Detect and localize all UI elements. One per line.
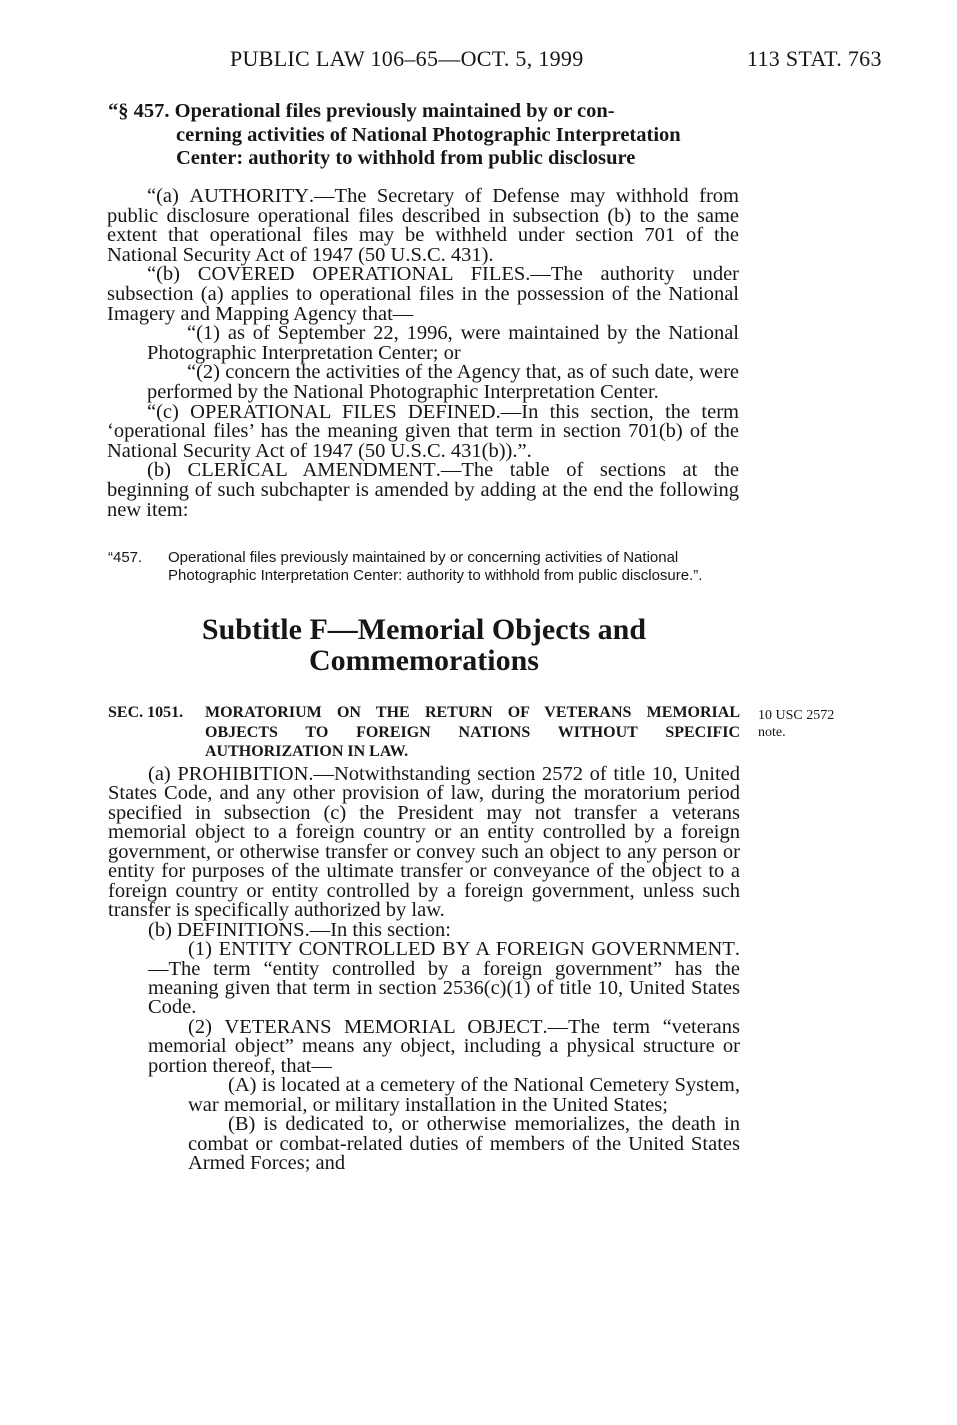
section-457-heading <box>108 100 741 171</box>
subtitle-line-2: Commemorations <box>309 644 539 677</box>
page-number: 113 STAT. 763 <box>747 46 882 71</box>
sec1051-paragraph-b1: (1) ENTITY CONTROLLED BY A FOREIGN GOVERNMENT.—The term “entity controlled by a foreign government” has the meaning given that term in section 2536(c)(1) of title 10, United States Code. <box>148 938 740 1019</box>
clerical-amendment: (b) CLERICAL AMENDMENT.—The table of sections at the beginning of such subchapter is amended by adding at the end the following new item: <box>107 459 739 521</box>
margin-note <box>758 707 868 741</box>
sec1051-subsection-b: (b) DEFINITIONS.—In this section: <box>148 918 451 941</box>
sec1051-subsection-a: (a) PROHIBITION.—Notwithstanding section 2572 of title 10, United States Code, and any other provision of law, during the moratorium period specified in subsection (c) the President may not transfer a veterans memorial object to a foreign country or an entity controlled by a foreign government, or otherwise transfer or convey such an object to any person or entity for purposes of the ultimate transfer or conveyance of the object to a foreign country or entity controlled by a foreign government, unless such transfer is specifically authorized by law. <box>108 763 740 922</box>
paragraph-b2: “(2) concern the activities of the Agency that, as of such date, were performed by the National Photographic Interpretation Center. <box>147 361 739 403</box>
sec1051-paragraph-b2: (2) VETERANS MEMORIAL OBJECT.—The term “veterans memorial object” means any object, including a physical structure or portion thereof, that— <box>148 1015 741 1077</box>
section-457-heading-first-line: “§ 457. Operational files previously maintained by or con- <box>108 100 615 122</box>
sec1051-paragraph-b2-label: VETERANS MEMORIAL OBJECT <box>224 1015 543 1038</box>
section-1051-label: SEC. 1051. <box>108 704 184 721</box>
sec1051-subparagraph-b: (B) is dedicated to, or otherwise memorializes, the death in combat or combat-related duties of members of the United States Armed Forces; and <box>188 1113 740 1175</box>
subsection-c-text: In this section, the term ‘operational files’ has the meaning given that term in section 701(b) of the National Security Act of 1947 (50 U.S.C. 431(b)).”. <box>107 400 739 462</box>
running-header-title: PUBLIC LAW 106–65—OCT. 5, 1999 <box>230 46 584 71</box>
subsection-a: “(a) AUTHORITY.—The Secretary of Defense may withhold from public disclosure operational files described in subsection (b) to the same extent that operational files may be withheld under section 701 of the National Security Act of 1947 (50 U.S.C. 431). <box>107 185 739 266</box>
subtitle-heading <box>108 614 740 676</box>
subsection-b-label: COVERED OPERATIONAL FILES <box>197 263 526 286</box>
clerical-amendment-text: The table of sections at the beginning of such subchapter is amended by adding at the end the following new item: <box>107 459 739 521</box>
paragraph-b1: “(1) as of September 22, 1996, were maintained by the National Photographic Interpretation Center; or <box>147 322 739 364</box>
section-1051-body <box>108 765 740 1174</box>
subsection-a-label: AUTHORITY <box>189 185 309 207</box>
sec1051-paragraph-b1-text: The term “entity controlled by a foreign government” has the meaning given that term in section 2536(c)(1) of title 10, United States Code. <box>148 957 740 1019</box>
clerical-amendment-label: CLERICAL AMENDMENT <box>187 459 436 482</box>
subtitle-line-1: Subtitle F—Memorial Objects and <box>201 613 647 646</box>
sec1051-paragraph-b2-text: The term “veterans memorial object” means any object, including a physical structure or portion thereof, that— <box>148 1015 741 1077</box>
sec1051-subsection-a-label: PROHIBITION <box>177 763 309 785</box>
sec1051-paragraph-b1-label: ENTITY CONTROLLED BY A FOREIGN GOVERNMENT <box>218 938 735 961</box>
margin-note-citation: 10 USC 2572 <box>758 708 835 723</box>
sec1051-subsection-b-text: In this section: <box>330 918 451 941</box>
subsection-c: “(c) OPERATIONAL FILES DEFINED.—In this section, the term ‘operational files’ has the meaning given that term in section 701(b) of the National Security Act of 1947 (50 U.S.C. 431(b)).”. <box>107 400 739 462</box>
subsection-b-text: The authority under subsection (a) applies to operational files in the possession of the National Imagery and Mapping Agency that— <box>107 263 739 325</box>
subsection-c-label: OPERATIONAL FILES DEFINED <box>190 400 496 423</box>
section-457-heading-rest: cerning activities of National Photographic Interpretation Center: authority to withhold from public disclosure <box>176 123 681 169</box>
section-1051-heading <box>108 703 740 762</box>
toc-item-text: Operational files previously maintained by or concerning activities of National Photographic Interpretation Center: authority to withhold from public disclosure.”. <box>168 549 703 584</box>
section-457-body <box>107 187 739 520</box>
table-of-sections-item <box>108 549 740 584</box>
margin-note-suffix: note. <box>758 725 786 740</box>
sec1051-subsection-a-text: Notwithstanding section 2572 of title 10, United States Code, and any other provision of law, during the moratorium period specified in subsection (c) the President may not transfer a veterans memorial object to a foreign country or an entity controlled by a foreign government, or otherwise transfer or convey such an object to any person or entity for purposes of the ultimate transfer or conveyance of the object to a foreign country or entity controlled by a foreign government, unless such transfer is specifically authorized by law. <box>108 763 740 922</box>
subsection-a-text: The Secretary of Defense may withhold from public disclosure operational files described in subsection (b) to the same extent that operational files may be withheld under section 701 of the National Security Act of 1947 (50 U.S.C. 431). <box>107 185 739 266</box>
sec1051-subsection-b-label: DEFINITIONS <box>177 918 305 941</box>
sec1051-subparagraph-a: (A) is located at a cemetery of the National Cemetery System, war memorial, or military installation in the United States; <box>188 1074 740 1116</box>
section-1051-title: MORATORIUM ON THE RETURN OF VETERANS MEMORIAL OBJECTS TO FOREIGN NATIONS WITHOUT SPECIFIC AUTHORIZATION IN LAW. <box>205 704 740 760</box>
subsection-b: “(b) COVERED OPERATIONAL FILES.—The authority under subsection (a) applies to operational files in the possession of the National Imagery and Mapping Agency that— <box>107 263 739 325</box>
toc-item-number: “457. <box>108 549 143 566</box>
